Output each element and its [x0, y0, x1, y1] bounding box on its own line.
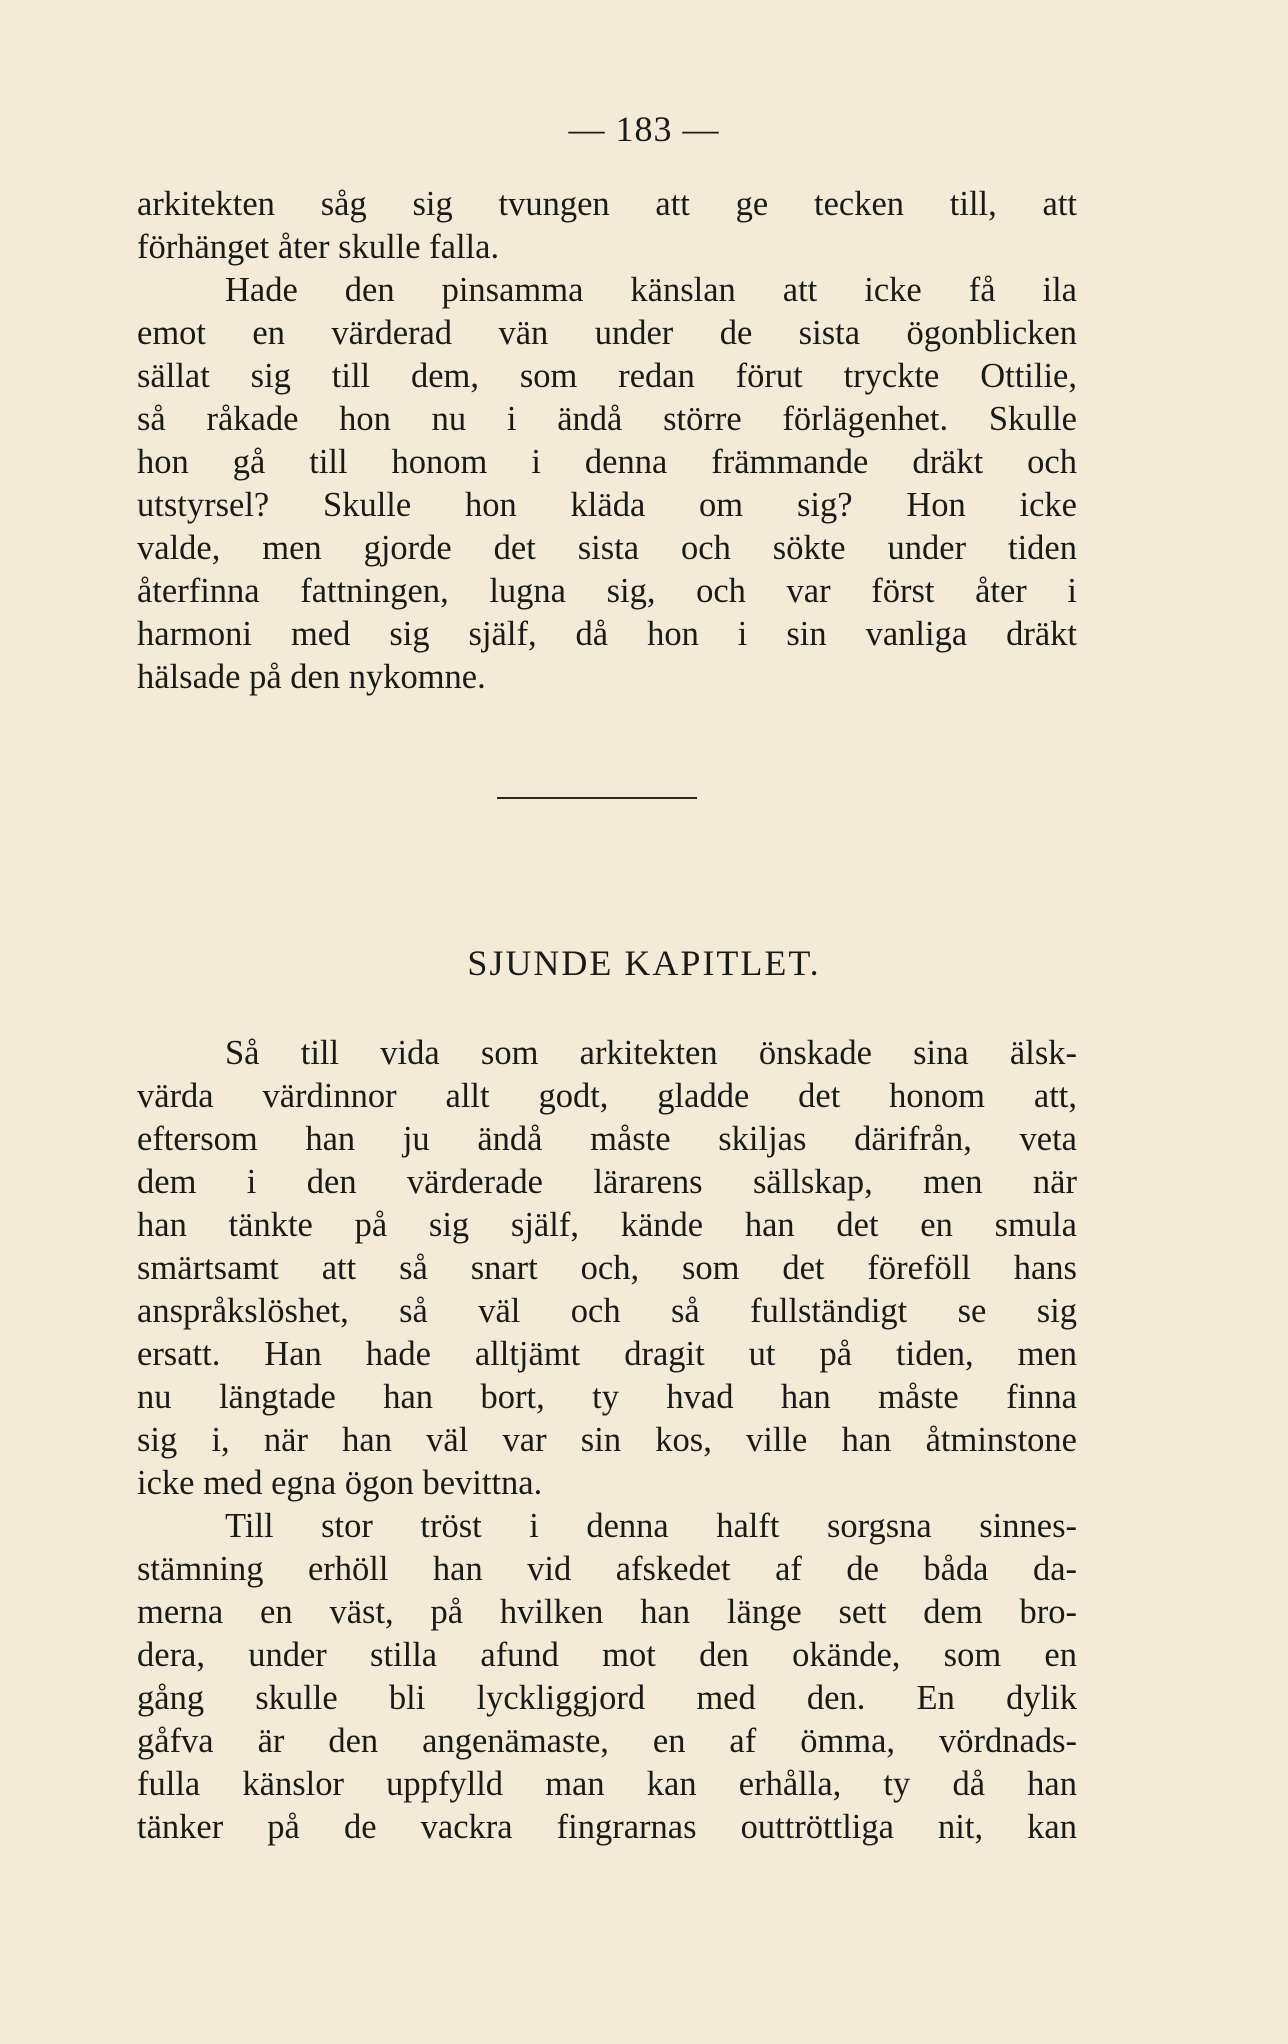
text-line: Till stor tröst i denna halft sorgsna sinnes- — [225, 1507, 1077, 1545]
text-line: harmoni med sig själf, då hon i sin vanliga dräkt — [137, 615, 1077, 653]
text-line: återfinna fattningen, lugna sig, och var först åter i — [137, 572, 1077, 610]
text-line: förhänget åter skulle falla. — [137, 228, 500, 266]
text-line: utstyrsel? Skulle hon kläda om sig? Hon icke — [137, 486, 1077, 524]
text-line: icke med egna ögon bevittna. — [137, 1464, 543, 1502]
text-line: hon gå till honom i denna främmande dräkt och — [137, 443, 1077, 481]
text-line: emot en värderad vän under de sista ögonblicken — [137, 314, 1077, 352]
page-number: — 183 — — [568, 109, 720, 149]
text-line: hälsade på den nykomne. — [137, 658, 486, 696]
text-line: han tänkte på sig själf, kände han det en smula — [137, 1206, 1077, 1244]
text-line: gång skulle bli lyckliggjord med den. En dylik — [137, 1679, 1077, 1717]
chapter-title: SJUNDE KAPITLET. — [467, 943, 821, 983]
text-line: sig i, när han väl var sin kos, ville han åtminstone — [137, 1421, 1077, 1459]
text-line: valde, men gjorde det sista och sökte under tiden — [137, 529, 1077, 567]
text-line: så råkade hon nu i ändå större förlägenhet. Skulle — [137, 400, 1077, 438]
text-line: gåfva är den angenämaste, en af ömma, vördnads- — [137, 1722, 1077, 1760]
section-divider — [497, 797, 697, 799]
text-line: smärtsamt att så snart och, som det föreföll hans — [137, 1249, 1077, 1287]
text-line: ersatt. Han hade alltjämt dragit ut på tiden, men — [137, 1335, 1077, 1373]
text-line: dera, under stilla afund mot den okände, som en — [137, 1636, 1077, 1674]
text-line: värda värdinnor allt godt, gladde det honom att, — [137, 1077, 1077, 1115]
text-line: anspråkslöshet, så väl och så fullständigt se sig — [137, 1292, 1077, 1330]
text-line: merna en väst, på hvilken han länge sett dem bro- — [137, 1593, 1077, 1631]
text-line: fulla känslor uppfylld man kan erhålla, ty då han — [137, 1765, 1077, 1803]
text-line: tänker på de vackra fingrarnas outtröttliga nit, kan — [137, 1808, 1077, 1846]
text-line: sällat sig till dem, som redan förut tryckte Ottilie, — [137, 357, 1077, 395]
text-line: eftersom han ju ändå måste skiljas därifrån, veta — [137, 1120, 1077, 1158]
text-line: dem i den värderade lärarens sällskap, men när — [137, 1163, 1077, 1201]
text-line: stämning erhöll han vid afskedet af de båda da- — [137, 1550, 1077, 1588]
text-line: Hade den pinsamma känslan att icke få ila — [225, 271, 1077, 309]
text-line: nu längtade han bort, ty hvad han måste finna — [137, 1378, 1077, 1416]
text-line: arkitekten såg sig tvungen att ge tecken till, att — [137, 185, 1077, 223]
text-line: Så till vida som arkitekten önskade sina älsk- — [225, 1034, 1077, 1072]
